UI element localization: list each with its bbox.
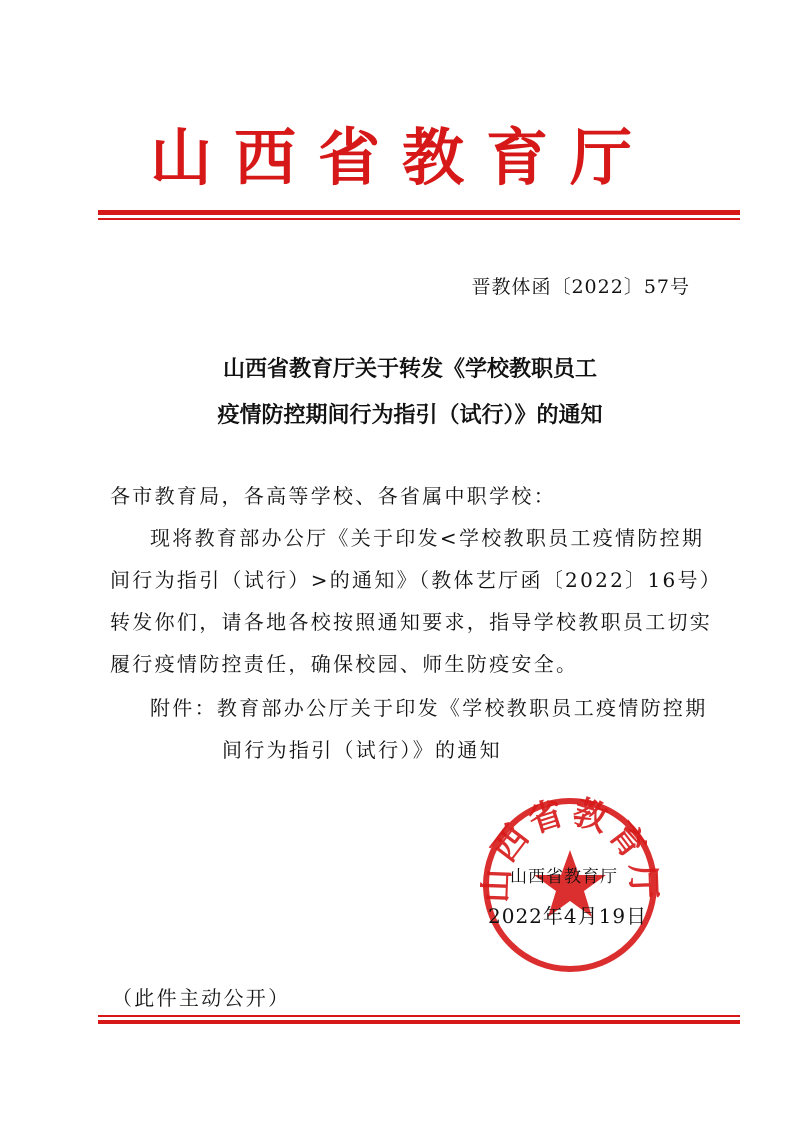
footer-rule-thin xyxy=(98,1015,740,1017)
header-rule-thin xyxy=(98,218,740,220)
header-rule-thick xyxy=(98,210,740,215)
body-line-1: 现将教育部办公厅《关于印发<学校教职员工疫情防控期 xyxy=(150,526,705,550)
document-title-line-1: 山西省教育厅关于转发《学校教职员工 xyxy=(222,356,597,382)
body-line-3: 转发你们，请各地各校按照通知要求，指导学校教职员工切实 xyxy=(110,610,713,634)
document-number: 晋教体函〔2022〕57号 xyxy=(471,276,690,298)
document-title-line-2: 疫情防控期间行为指引（试行）》的通知 xyxy=(217,402,603,428)
body-line-2: 间行为指引（试行）>的通知》（教体艺厅函〔2022〕16号） xyxy=(110,568,723,592)
issue-date: 2022年4月19日 xyxy=(488,904,648,928)
footer-note: （此件主动公开） xyxy=(112,986,291,1010)
seal-text: 山西省教育厅 xyxy=(480,795,660,904)
document-header-title: 山西省教育厅 xyxy=(150,121,655,194)
salutation: 各市教育局，各高等学校、各省属中职学校： xyxy=(110,484,556,508)
body-line-4: 履行疫情防控责任，确保校园、师生防疫安全。 xyxy=(110,652,579,676)
issuer-name: 山西省教育厅 xyxy=(510,867,618,887)
attachment-line-1: 附件：教育部办公厅关于印发《学校教职员工疫情防控期 xyxy=(150,696,708,720)
footer-rule-thick xyxy=(98,1020,740,1024)
attachment-line-2: 间行为指引（试行）》的通知 xyxy=(222,738,502,762)
